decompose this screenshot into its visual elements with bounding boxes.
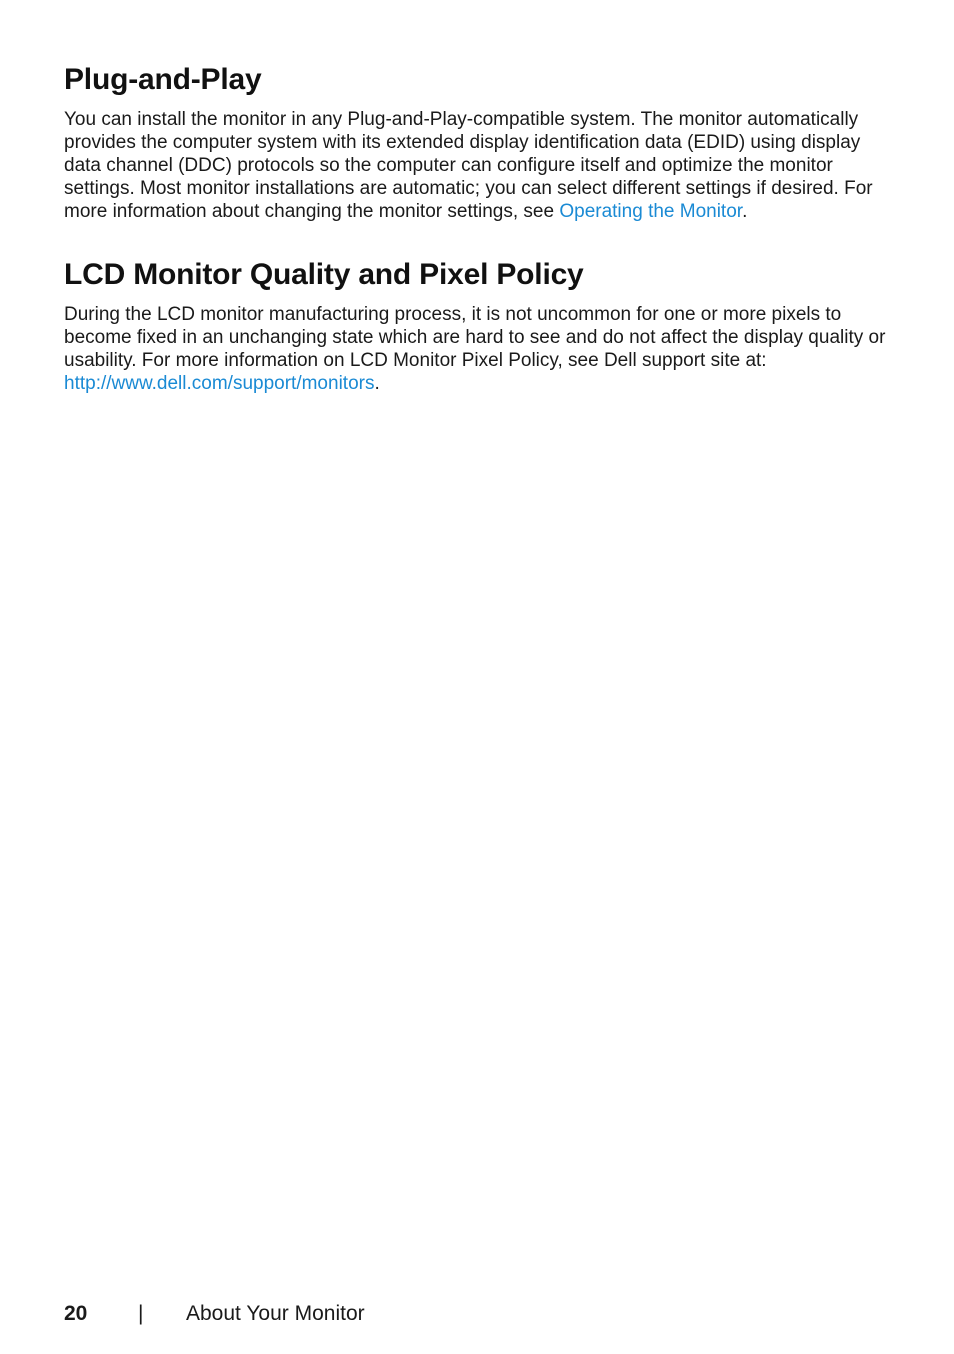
page-number: 20 [64,1302,88,1325]
paragraph-trailing: . [742,201,748,222]
footer-separator: | [138,1302,144,1325]
paragraph-text: You can install the monitor in any Plug-and-Play-compatible system. The monitor automatically provides the computer system with its extended display identification data (EDID) using display data channel (DDC) protocols so the computer can configure itself and optimize the monitor settings. Most monitor installations are automatic; you can select different settings if desired. For more information about changing the monitor settings, see [64,109,873,222]
section-paragraph [64,108,894,223]
section-plug-and-play [64,60,894,223]
page-content [64,60,894,395]
section-paragraph [64,303,894,395]
section-heading: Plug-and-Play [64,63,262,96]
operating-the-monitor-link[interactable]: Operating the Monitor [559,201,743,222]
paragraph-text: During the LCD monitor manufacturing process, it is not uncommon for one or more pixels to become fixed in an unchanging state which are hard to see and do not affect the display quality or usability. For more information on LCD Monitor Pixel Policy, see Dell support site at: [64,304,886,371]
paragraph-trailing: . [374,373,380,394]
section-heading: LCD Monitor Quality and Pixel Policy [64,258,584,291]
chapter-title: About Your Monitor [186,1302,365,1325]
dell-support-link[interactable]: http://www.dell.com/support/monitors [64,373,375,394]
section-pixel-policy [64,255,894,395]
